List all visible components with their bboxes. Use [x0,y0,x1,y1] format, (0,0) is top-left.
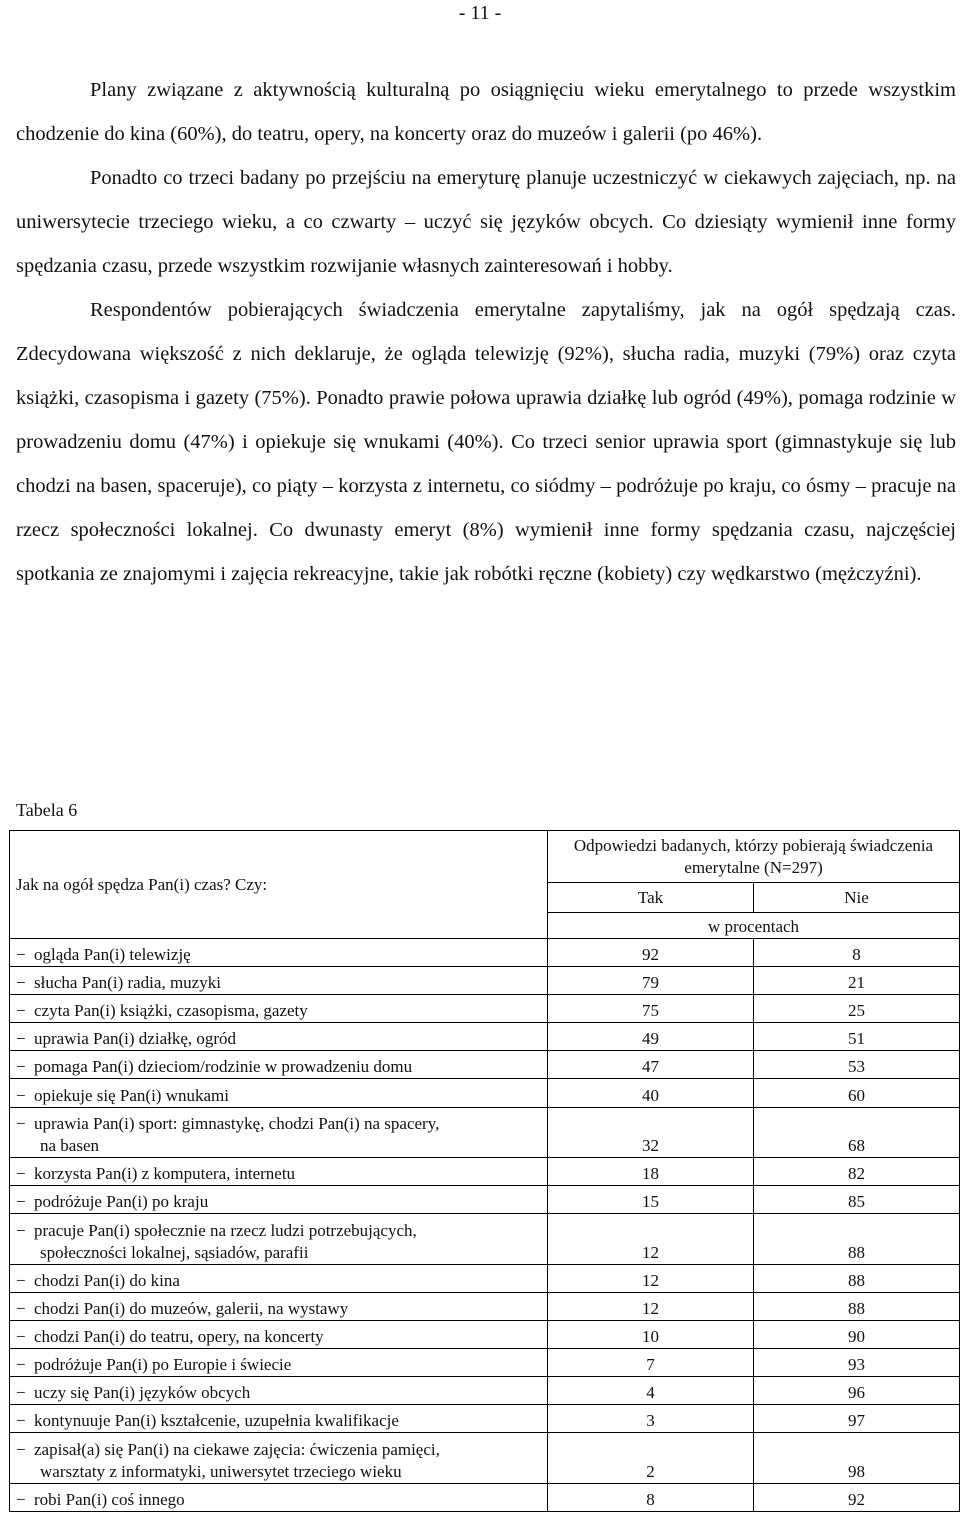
row-label: słucha Pan(i) radia, muzyki [34,973,221,993]
row-label: uczy się Pan(i) języków obcych [34,1383,251,1403]
dash-bullet: − [16,1114,26,1134]
table-row [10,1214,960,1265]
table-row [10,1264,960,1292]
row-label-cell [10,1079,548,1107]
unit-header: w procentach [548,913,960,939]
table-row [10,1107,960,1158]
dash-bullet: − [16,973,26,993]
value-tak: 32 [548,1107,754,1158]
value-tak: 92 [548,939,754,967]
value-tak: 49 [548,1023,754,1051]
value-tak: 4 [548,1377,754,1405]
value-tak: 79 [548,967,754,995]
table-row [10,1377,960,1405]
dash-bullet: − [16,1220,26,1240]
table-row [10,1051,960,1079]
table-row [10,939,960,967]
value-nie: 88 [754,1292,960,1320]
value-nie: 68 [754,1107,960,1158]
dash-bullet: − [16,1355,26,1375]
row-label-cell [10,1158,548,1186]
row-label-cell [10,1107,548,1158]
table-row [10,995,960,1023]
row-label: podróżuje Pan(i) po Europie i świecie [34,1355,292,1375]
table-row [10,1483,960,1511]
value-nie: 51 [754,1023,960,1051]
row-label-cell [10,1320,548,1348]
table-row [10,1186,960,1214]
dash-bullet: − [16,1489,26,1509]
row-label-cell [10,1483,548,1511]
row-label-cell [10,939,548,967]
row-label-cell [10,1051,548,1079]
row-label-cell [10,1214,548,1265]
row-label-cell [10,1023,548,1051]
row-label: zapisał(a) się Pan(i) na ciekawe zajęcia: ćwiczenia pamięci, [34,1439,440,1459]
row-label: chodzi Pan(i) do kina [34,1270,180,1290]
value-nie: 97 [754,1405,960,1433]
table-row [10,1320,960,1348]
row-label: uprawia Pan(i) sport: gimnastykę, chodzi Pan(i) na spacery, [34,1114,440,1134]
data-table [9,830,960,1512]
row-label: czyta Pan(i) książki, czasopisma, gazety [34,1001,308,1021]
value-nie: 88 [754,1264,960,1292]
row-label: robi Pan(i) coś innego [34,1489,185,1509]
paragraph-2: Ponadto co trzeci badany po przejściu na emeryturę planuje uczestniczyć w ciekawych zajęciach, np. na uniwersytecie trzeciego wieku, a co czwarty – uczyć się języków obcych. Co dziesiąty wymienił inne formy spędzania czasu, przede wszystkim rozwijanie własnych zainteresowań i hobby. [16,167,956,277]
row-label-continued: społeczności lokalnej, sąsiadów, parafii [40,1242,309,1262]
row-label: uprawia Pan(i) działkę, ogród [34,1029,237,1049]
value-tak: 12 [548,1264,754,1292]
value-nie: 53 [754,1051,960,1079]
value-nie: 96 [754,1377,960,1405]
dash-bullet: − [16,1192,26,1212]
row-label: chodzi Pan(i) do muzeów, galerii, na wystawy [34,1298,349,1318]
value-tak: 10 [548,1320,754,1348]
value-nie: 90 [754,1320,960,1348]
col-header-nie: Nie [754,883,960,913]
dash-bullet: − [16,1298,26,1318]
dash-bullet: − [16,1057,26,1077]
question-header: Jak na ogół spędza Pan(i) czas? Czy: [10,831,548,939]
table-row [10,1292,960,1320]
value-tak: 75 [548,995,754,1023]
row-label-continued: na basen [40,1136,100,1156]
dash-bullet: − [16,1085,26,1105]
table-row [10,1405,960,1433]
row-label: chodzi Pan(i) do teatru, opery, na koncerty [34,1327,324,1347]
row-label: pracuje Pan(i) społecznie na rzecz ludzi potrzebujących, [34,1220,417,1240]
table-caption: Tabela 6 [16,800,78,820]
group-header: Odpowiedzi badanych, którzy pobierają świadczenia emerytalne (N=297) [548,831,960,883]
value-tak: 8 [548,1483,754,1511]
dash-bullet: − [16,1439,26,1459]
value-nie: 85 [754,1186,960,1214]
row-label: korzysta Pan(i) z komputera, internetu [34,1164,296,1184]
row-label-cell [10,995,548,1023]
row-label-cell [10,1405,548,1433]
value-nie: 93 [754,1349,960,1377]
row-label-cell [10,1433,548,1484]
value-tak: 12 [548,1292,754,1320]
value-nie: 21 [754,967,960,995]
value-nie: 82 [754,1158,960,1186]
dash-bullet: − [16,1327,26,1347]
value-nie: 92 [754,1483,960,1511]
value-tak: 18 [548,1158,754,1186]
value-tak: 12 [548,1214,754,1265]
value-tak: 7 [548,1349,754,1377]
paragraph-3: Respondentów pobierających świadczenia emerytalne zapytaliśmy, jak na ogół spędzają czas. Zdecydowana większość z nich deklaruje, że ogląda telewizję (92%), słucha radia, muzyki (79%) oraz czyta książki, czasopisma i gazety (75%). Ponadto prawie połowa uprawia działkę lub ogród (49%), pomaga rodzinie w prowadzeniu domu (47%) i opiekuje się wnukami (40%). Co trzeci senior uprawia sport (gimnastykuje się lub chodzi na basen, spaceruje), co piąty – korzysta z internetu, co siódmy – podróżuje po kraju, co ósmy – pracuje na rzecz społeczności lokalnej. Co dwunasty emeryt (8%) wymienił inne formy spędzania czasu, najczęściej spotkania ze znajomymi i zajęcia rekreacyjne, takie jak robótki ręczne (kobiety) czy wędkarstwo (mężczyźni). [16,299,956,585]
table-row [10,967,960,995]
value-nie: 8 [754,939,960,967]
row-label-cell [10,967,548,995]
col-header-tak: Tak [548,883,754,913]
value-tak: 15 [548,1186,754,1214]
table-row [10,1158,960,1186]
row-label-cell [10,1349,548,1377]
dash-bullet: − [16,1383,26,1403]
page-number: - 11 - [458,2,502,24]
value-tak: 3 [548,1405,754,1433]
table-row [10,1023,960,1051]
row-label-cell [10,1377,548,1405]
table-body [10,939,960,1512]
table-row [10,1349,960,1377]
table-row [10,1079,960,1107]
value-tak: 47 [548,1051,754,1079]
row-label-continued: warsztaty z informatyki, uniwersytet trzeciego wieku [40,1461,402,1481]
dash-bullet: − [16,1164,26,1184]
value-nie: 60 [754,1079,960,1107]
row-label: opiekuje się Pan(i) wnukami [34,1085,229,1105]
paragraph-1: Plany związane z aktywnością kulturalną po osiągnięciu wieku emerytalnego to przede wszystkim chodzenie do kina (60%), do teatru, opery, na koncerty oraz do muzeów i galerii (po 46%). [16,79,956,145]
dash-bullet: − [16,1001,26,1021]
dash-bullet: − [16,1270,26,1290]
row-label: podróżuje Pan(i) po kraju [34,1192,209,1212]
value-nie: 25 [754,995,960,1023]
row-label-cell [10,1186,548,1214]
value-tak: 2 [548,1433,754,1484]
row-label: ogląda Pan(i) telewizję [34,945,191,965]
row-label-cell [10,1264,548,1292]
value-nie: 98 [754,1433,960,1484]
row-label-cell [10,1292,548,1320]
value-tak: 40 [548,1079,754,1107]
body-text [16,68,956,596]
value-nie: 88 [754,1214,960,1265]
row-label: kontynuuje Pan(i) kształcenie, uzupełnia kwalifikacje [34,1411,399,1431]
table-row [10,1433,960,1484]
row-label: pomaga Pan(i) dzieciom/rodzinie w prowadzeniu domu [34,1057,413,1077]
dash-bullet: − [16,945,26,965]
dash-bullet: − [16,1029,26,1049]
dash-bullet: − [16,1411,26,1431]
